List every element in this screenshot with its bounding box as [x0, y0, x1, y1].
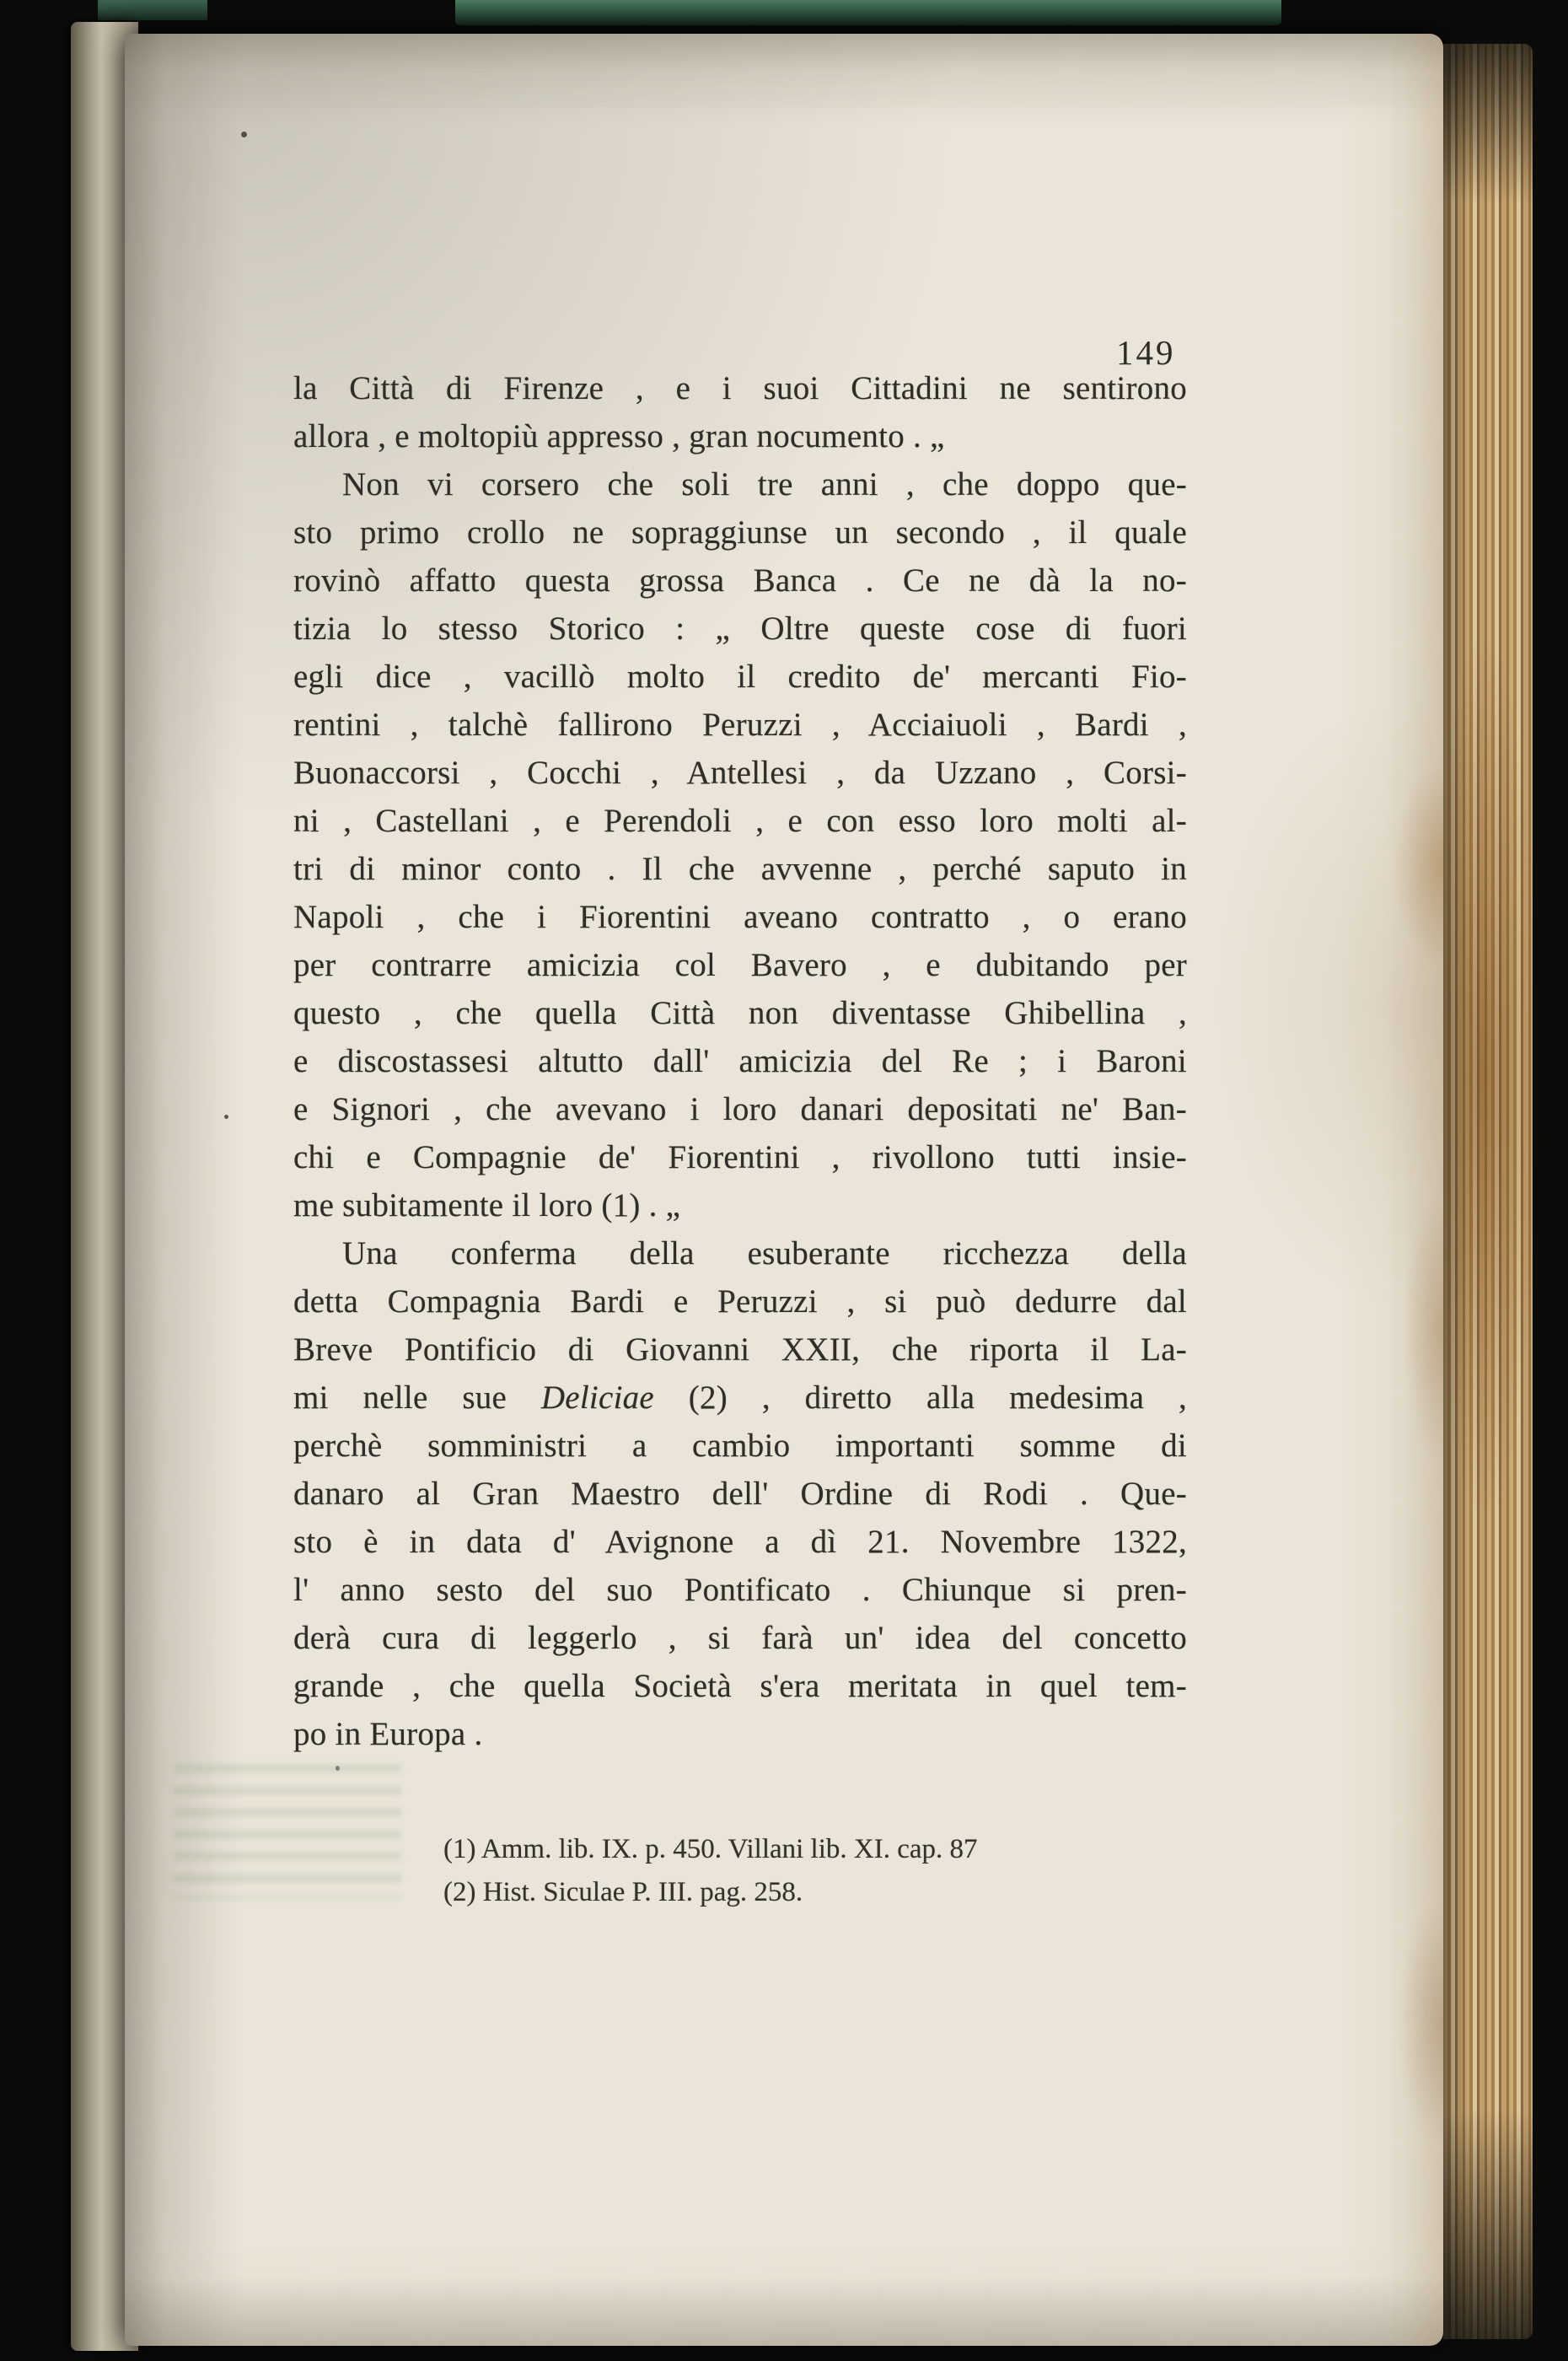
page-number: 149 — [1116, 333, 1176, 372]
text-line: per contrarre amicizia col Bavero , e dubitando per — [293, 947, 1187, 983]
book-cover-edge-left — [98, 0, 207, 20]
text-line: rentini , talchè fallirono Peruzzi , Acciaiuoli , Bardi , — [293, 707, 1187, 743]
book-cover-edge — [455, 0, 1281, 25]
text-line: allora , e moltopiù appresso , gran nocumento . „ — [293, 418, 945, 454]
text-line: rovinò affatto questa grossa Banca . Ce ne dà la no- — [293, 562, 1187, 599]
italic-word: Deliciae — [540, 1379, 654, 1416]
text-line: perchè somministri a cambio importanti somme di — [293, 1428, 1187, 1464]
text-line: la Città di Firenze , e i suoi Cittadini ne sentirono — [293, 370, 1187, 406]
text-line: sto primo crollo ne sopraggiunse un secondo , il quale — [293, 514, 1187, 551]
text-line: Buonaccorsi , Cocchi , Antellesi , da Uzzano , Corsi- — [293, 755, 1187, 791]
text-line: po in Europa . — [293, 1716, 483, 1752]
text-line: grande , che quella Società s'era meritata in quel tem- — [293, 1668, 1187, 1704]
text-line: derà cura di leggerlo , si farà un' idea del concetto — [293, 1620, 1187, 1656]
text-line: e Signori , che avevano i loro danari depositati ne' Ban- — [293, 1091, 1187, 1127]
text-line: Non vi corsero che soli tre anni , che doppo que- — [342, 466, 1187, 503]
text-line: Breve Pontificio di Giovanni XXII, che riporta il La- — [293, 1331, 1187, 1368]
footnote-1: (1) Amm. lib. IX. p. 450. Villani lib. XI. cap. 87 — [443, 1834, 978, 1864]
page-stack-edges — [1443, 44, 1533, 2339]
text-line: danaro al Gran Maestro dell' Ordine di Rodi . Que- — [293, 1476, 1187, 1512]
text-line: Napoli , che i Fiorentini aveano contratto , o erano — [293, 899, 1187, 935]
text-line: tizia lo stesso Storico : „ Oltre queste cose di fuori — [293, 610, 1187, 647]
footnote-2: (2) Hist. Siculae P. III. pag. 258. — [443, 1877, 803, 1907]
text-segment: mi nelle sue — [293, 1379, 541, 1416]
text-line: detta Compagnia Bardi e Peruzzi , si può dedurre dal — [293, 1283, 1187, 1320]
ink-speck — [224, 1115, 228, 1119]
text-line: sto è in data d' Avignone a dì 21. Novembre 1322, — [293, 1524, 1187, 1560]
ink-speck — [336, 1766, 340, 1771]
text-line: Una conferma della esuberante ricchezza della — [342, 1235, 1187, 1272]
text-segment: (2) , diretto alla medesima , — [653, 1379, 1188, 1416]
page-text — [293, 364, 1187, 1758]
text-line: ni , Castellani , e Perendoli , e con esso loro molti al- — [293, 803, 1187, 839]
text-line: me subitamente il loro (1) . „ — [293, 1187, 681, 1224]
text-line: chi e Compagnie de' Fiorentini , rivollono tutti insie- — [293, 1139, 1187, 1175]
ink-showthrough-smudge — [174, 1764, 401, 1899]
footnotes — [443, 1828, 978, 1914]
text-line: egli dice , vacillò molto il credito de' mercanti Fio- — [293, 659, 1187, 695]
text-line-with-italic — [293, 1374, 1187, 1422]
text-line: questo , che quella Città non diventasse Ghibellina , — [293, 995, 1187, 1031]
ink-speck — [241, 132, 247, 137]
text-line: e discostassesi altutto dall' amicizia del Re ; i Baroni — [293, 1043, 1187, 1079]
book-page — [125, 34, 1443, 2346]
text-line: tri di minor conto . Il che avvenne , perché saputo in — [293, 851, 1187, 887]
text-line: l' anno sesto del suo Pontificato . Chiunque si pren- — [293, 1572, 1187, 1608]
